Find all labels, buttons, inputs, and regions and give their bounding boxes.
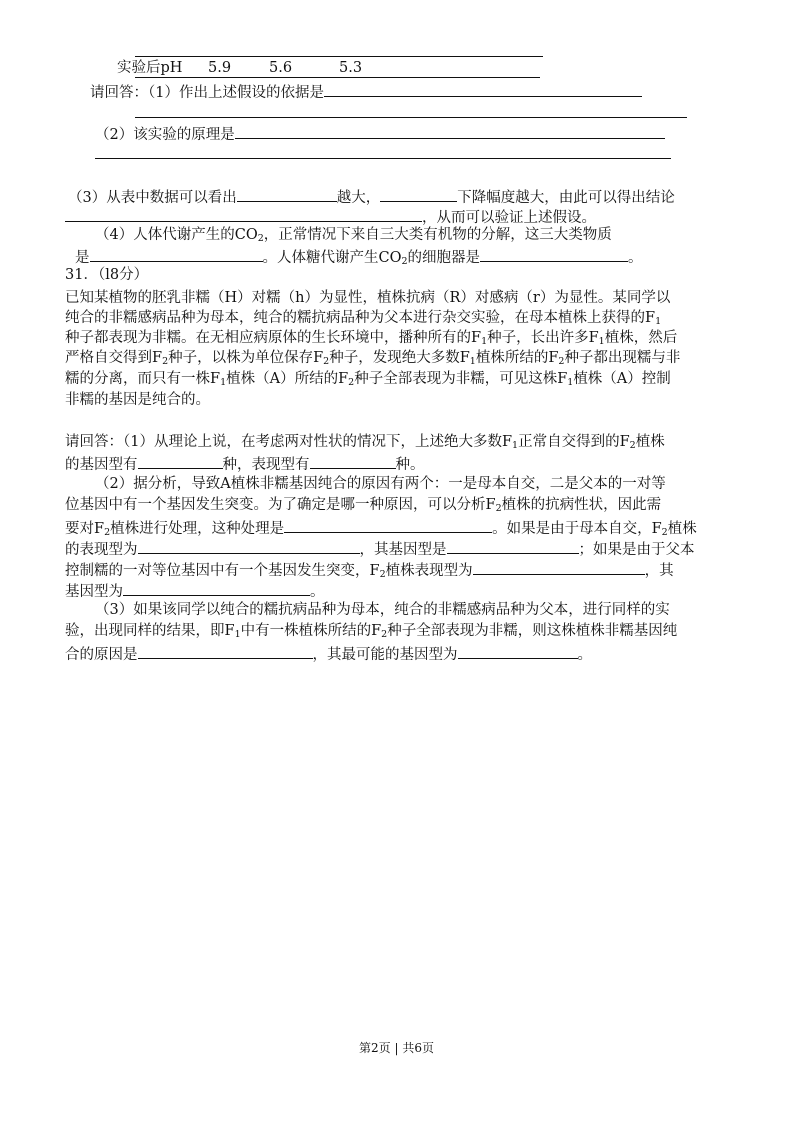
answer-blank[interactable] bbox=[310, 452, 396, 469]
q30-part4: （4）人体代谢产生的$CO_2$，正常情况下来自三大类有机物的分解，这三大类物质 bbox=[95, 227, 612, 244]
q31-part3-line2: 验，出现同样的结果，即$F_1$中有一株植株所结的$F_2$种子全部表现为非糯，则这株植株非糯基因纯 bbox=[65, 623, 678, 640]
answer-blank[interactable] bbox=[65, 205, 422, 222]
answer-blank[interactable] bbox=[138, 537, 360, 554]
answer-blank[interactable] bbox=[237, 185, 337, 202]
q31-title: 31．（l8分） bbox=[65, 267, 149, 283]
answer-blank[interactable] bbox=[473, 558, 645, 575]
q31-part1-cont: 的基因型有 种，表现型有 种。 bbox=[65, 452, 425, 475]
q31-part1: 请回答：（1）从理论上说，在考虑两对性状的情况下，上述绝大多数$F_1$正常自交得到的$F_2$植株 bbox=[65, 434, 665, 451]
page-footer: 第2页 | 共6页 bbox=[359, 1041, 434, 1055]
answer-blank[interactable] bbox=[123, 579, 310, 596]
answer-blank[interactable] bbox=[480, 245, 628, 262]
table-value-1: 5.9 bbox=[208, 60, 232, 76]
q31-stem-line4: 严格自交得到$F_2$种子，以株为单位保存$F_2$种子，发现绝大多数$F_1$植株所结的$F_2$种子都出现糯与非 bbox=[65, 350, 681, 367]
answer-blank-line[interactable] bbox=[95, 158, 671, 159]
answer-blank[interactable] bbox=[235, 122, 665, 139]
answer-blank[interactable] bbox=[138, 452, 223, 469]
q31-stem-line5: 糯的分离，而只有一株$F_1$植株（A）所结的$F_2$种子全部表现为非糯，可见这株$F_1$植株（A）控制 bbox=[65, 371, 671, 388]
table-row bbox=[117, 58, 182, 78]
table-row-label: 实验后pH bbox=[117, 60, 183, 76]
q30-part4-cont: 是 。人体糖代谢产生$CO_2$的细胞器是 。 bbox=[75, 245, 643, 268]
q31-stem-line3: 种子都表现为非糯。在无相应病原体的生长环境中，播种所有的$F_1$种子，长出许多$F_1$植株，然后 bbox=[65, 330, 678, 347]
q31-stem-line2: 纯合的非糯感病品种为母本，纯合的糯抗病品种为父本进行杂交实验，在母本植株上获得的$F_1$ bbox=[65, 310, 662, 327]
answer-blank[interactable] bbox=[380, 185, 457, 202]
answer-blank[interactable] bbox=[324, 80, 642, 97]
table-value-2: 5.6 bbox=[269, 60, 293, 76]
q31-part2-line3: 要对$F_2$植株进行处理，这种处理是 。如果是由于母本自交，$F_2$植株 bbox=[65, 516, 697, 539]
q31-stem-line6: 非糯的基因是纯合的。 bbox=[65, 392, 210, 408]
q31-part2-line4: 的表现型为 ，其基因型是 ；如果是由于父本 bbox=[65, 537, 695, 560]
q31-part2-line1: （2）据分析，导致A植株非糯基因纯合的原因有两个：一是母本自交，二是父本的一对等 bbox=[95, 476, 666, 492]
q30-part3-cont: ，从而可以验证上述假设。 bbox=[65, 205, 596, 228]
q30-part3: （3）从表中数据可以看出 越大， 下降幅度越大，由此可以得出结论 bbox=[68, 185, 675, 208]
table-bottom-rule bbox=[135, 77, 540, 78]
table-value-3: 5.3 bbox=[339, 60, 363, 76]
q31-part2-line2: 位基因中有一个基因发生突变。为了确定是哪一种原因，可以分析$F_2$植株的抗病性状，因此需 bbox=[65, 497, 662, 514]
q30-ask-basis: 请回答：（1）作出上述假设的依据是 bbox=[90, 80, 642, 103]
table-top-rule bbox=[135, 56, 543, 57]
q31-part3-line1: （3）如果该同学以纯合的糯抗病品种为母本，纯合的非糯感病品种为父本，进行同样的实 bbox=[95, 602, 670, 618]
answer-blank[interactable] bbox=[458, 642, 578, 659]
answer-blank[interactable] bbox=[138, 642, 313, 659]
answer-blank-line[interactable] bbox=[135, 117, 687, 118]
q31-stem-line1: 已知某植物的胚乳非糯（H）对糯（h）为显性，植株抗病（R）对感病（r）为显性。某同学以 bbox=[65, 290, 671, 306]
answer-blank[interactable] bbox=[90, 245, 263, 262]
answer-blank[interactable] bbox=[284, 516, 492, 533]
answer-blank[interactable] bbox=[447, 537, 579, 554]
q31-part2-line6: 基因型为 。 bbox=[65, 579, 325, 602]
q31-part3-line3: 合的原因是 ，其最可能的基因型为 。 bbox=[65, 642, 592, 665]
q31-part2-line5: 控制糯的一对等位基因中有一个基因发生突变，$F_2$植株表现型为 ，其 bbox=[65, 558, 674, 581]
q30-principle: （2）该实验的原理是 bbox=[95, 122, 665, 145]
